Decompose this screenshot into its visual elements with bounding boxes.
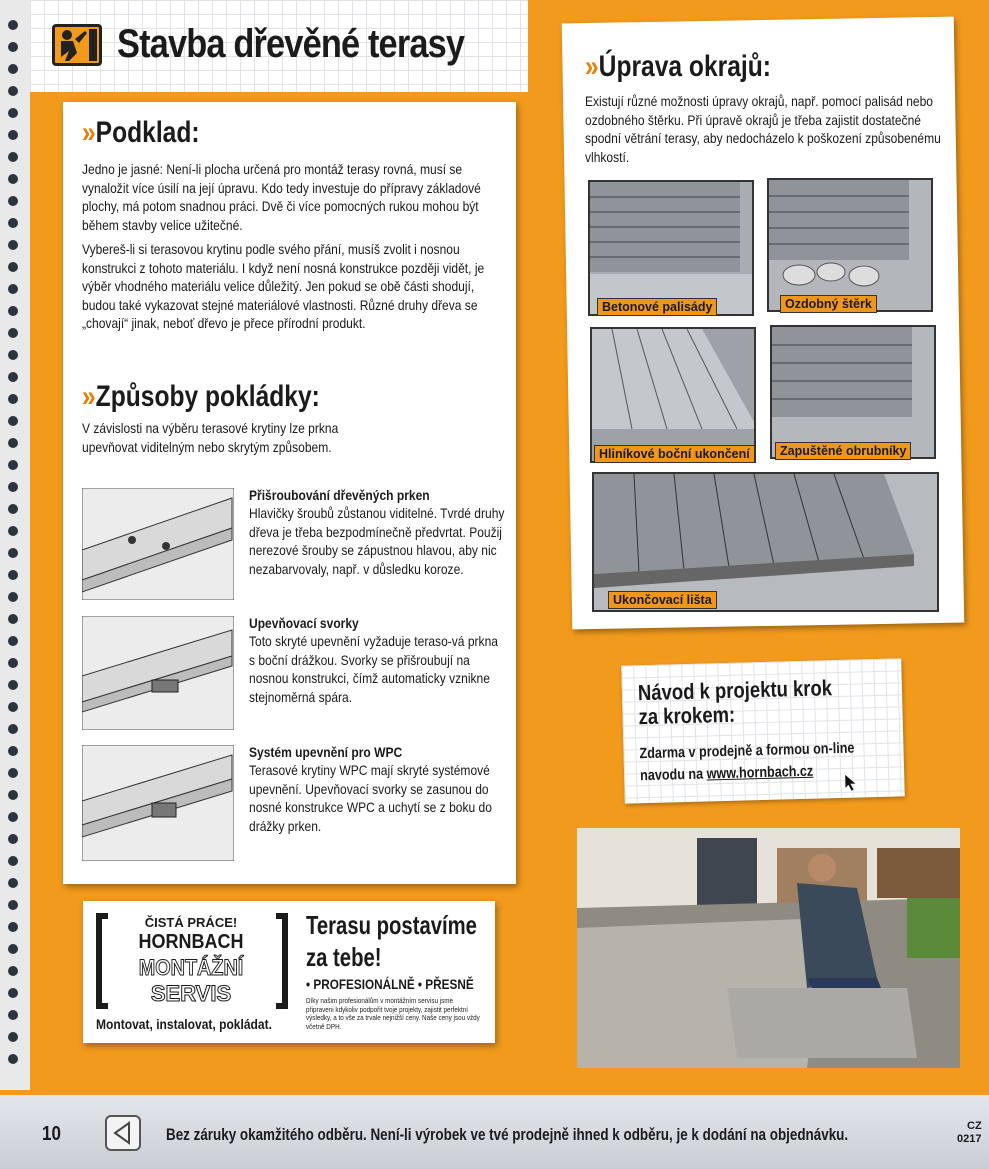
zpusoby-heading: [82, 380, 320, 414]
binding-hole: [8, 240, 18, 250]
binding-hole: [8, 856, 18, 866]
footer-country-code: CZ: [967, 1120, 982, 1132]
binding-hole: [8, 64, 18, 74]
service-small-text: Díky našim profesionálům v montážním servisu jsme připraveni kdykoliv podpořit tvoje projekty, zajistit perfektní výsledky, a to vše za trvale nejnižší ceny. Naše ceny jsou vždy včetně DPH.: [306, 996, 480, 1031]
project-guide-note: [621, 658, 905, 803]
label-concrete-palisades: Betonové palisády: [597, 298, 717, 316]
label-decorative-gravel: Ozdobný štěrk: [780, 295, 877, 313]
clip-fastening-illustration: [82, 616, 234, 730]
binding-strip: [0, 0, 30, 1090]
label-end-strip: Ukončovací lišta: [608, 591, 717, 609]
binding-hole: [8, 372, 18, 382]
tile-aluminium-edge: [590, 327, 756, 463]
binding-hole: [8, 592, 18, 602]
prev-page-button[interactable]: [105, 1115, 141, 1151]
terrace-photo: [577, 828, 960, 1068]
binding-hole: [8, 702, 18, 712]
binding-hole: [8, 152, 18, 162]
marker: »: [82, 116, 96, 149]
bracket-right: [276, 913, 288, 1009]
binding-hole: [8, 922, 18, 932]
wpc-system-illustration: [82, 745, 234, 861]
hornbach-link[interactable]: www.hornbach.cz: [706, 762, 814, 783]
chevron-left-icon: [107, 1117, 139, 1149]
binding-hole: [8, 416, 18, 426]
binding-hole: [8, 526, 18, 536]
binding-hole: [8, 636, 18, 646]
binding-hole: [8, 658, 18, 668]
binding-hole: [8, 394, 18, 404]
label-aluminium-edge: Hliníkové boční ukončení: [594, 445, 755, 463]
binding-hole: [8, 1010, 18, 1020]
binding-hole: [8, 900, 18, 910]
footer-text: Bez záruky okamžitého odběru. Není-li výrobek ve tvé prodejně ihned k odběru, je k dodání na objednávku.: [166, 1125, 849, 1144]
binding-hole: [8, 548, 18, 558]
label-sunken-curbs: Zapuštěné obrubníky: [775, 442, 911, 460]
method-item-2-title: Upevňovací svorky: [249, 615, 359, 631]
uprava-heading: [585, 50, 771, 84]
binding-hole: [8, 20, 18, 30]
note-line-2: [640, 763, 814, 785]
method-item-1-title: Přišroubování dřevěných prken: [249, 487, 430, 503]
binding-hole: [8, 834, 18, 844]
binding-hole: [8, 86, 18, 96]
binding-hole: [8, 108, 18, 118]
binding-hole: [8, 328, 18, 338]
binding-hole: [8, 1032, 18, 1042]
podklad-heading: [82, 116, 200, 150]
method-item-3-text: Terasové krytiny WPC mají skryté systémové upevnění. Upevňovací svorky se zasunou do nosné konstrukce WPC a uchytí se z boku do drážky prken.: [249, 762, 492, 834]
zpusoby-intro: V závislosti na výběru terasové krytiny lze prkna upevňovat viditelným nebo skrytým způsobem.: [82, 420, 339, 455]
binding-hole: [8, 1054, 18, 1064]
marker: »: [82, 380, 96, 413]
tile-concrete-palisades: [588, 180, 754, 316]
service-stamp: [96, 913, 292, 1037]
uprava-text: Existují různé možnosti úpravy okrajů, např. pomocí palisád nebo ozdobného štěrku. Při úpravě okrajů je třeba zajistit dostatečné spodní větrání terasy, aby nedocházelo k poškození způsobenému vlhkostí.: [585, 93, 941, 165]
method-item-2-text: Toto skryté upevnění vyžaduje teraso-vá prkna s boční drážkou. Svorky se přišroubují na nosnou konstrukci, čímž automaticky vznikne stejnoměrná spára.: [249, 633, 498, 705]
binding-hole: [8, 460, 18, 470]
binding-hole: [8, 130, 18, 140]
service-subheading: • PROFESIONÁLNĚ • PŘESNĚ: [306, 976, 474, 992]
binding-hole: [8, 350, 18, 360]
tile-decorative-gravel: [767, 178, 933, 312]
screwed-boards-illustration: [82, 488, 234, 600]
podklad-paragraph-2: Vybereš-li si terasovou krytinu podle svého přání, musíš zvolit i nosnou konstrukci z tohoto materiálu. I když není nosná konstrukce později vidět, je výběr vhodného materiálu velice důležitý. Jen pokud se obě části shodují, budou také vykazovat stejné materiálové vlastnosti. Různé druhy dřeva se „chovají“ jinak, neboť dřevo je přece přírodní produkt.: [82, 241, 485, 331]
aluminium-edge-illustration: [592, 329, 756, 463]
service-tagline: Montovat, instalovat, pokládat.: [96, 1016, 272, 1032]
binding-hole: [8, 878, 18, 888]
binding-hole: [8, 438, 18, 448]
note-line-1: Zdarma v prodejně a formou on-line: [639, 739, 855, 763]
footer-issue-code: 0217: [957, 1133, 982, 1145]
binding-hole: [8, 174, 18, 184]
podklad-paragraph-1: Jedno je jasné: Není-li plocha určená pro montáž terasy rovná, musí se vynaložit více úsilí na její úpravu. Kdo tedy investuje do přípravy základové plochy, má potom snadnou práci. Dvě či více pomocných rukou mohou být během stavby velice užitečné.: [82, 161, 481, 233]
binding-hole: [8, 812, 18, 822]
cursor-icon: [844, 774, 858, 792]
podklad-heading-text: Podklad:: [95, 116, 200, 149]
binding-hole: [8, 746, 18, 756]
binding-hole: [8, 966, 18, 976]
stamp-top: ČISTÁ PRÁCE!: [144, 915, 238, 930]
binding-hole: [8, 570, 18, 580]
binding-hole: [8, 614, 18, 624]
binding-hole: [8, 262, 18, 272]
binding-hole: [8, 218, 18, 228]
note-heading: Návod k projektu krok za krokem:: [637, 675, 833, 730]
stamp-brand: HORNBACH: [138, 931, 244, 953]
binding-hole: [8, 306, 18, 316]
page-number: 10: [42, 1123, 61, 1145]
bracket-left: [96, 913, 108, 1009]
binding-hole: [8, 988, 18, 998]
method-item-3-title: Systém upevnění pro WPC: [249, 744, 403, 760]
page-title: Stavba dřevěné terasy: [117, 22, 465, 66]
binding-hole: [8, 790, 18, 800]
binding-hole: [8, 196, 18, 206]
note-line-2-prefix: navodu na: [639, 765, 707, 785]
worker-icon: [55, 27, 99, 63]
binding-hole: [8, 42, 18, 52]
uprava-heading-text: Úprava okrajů:: [598, 50, 771, 83]
binding-hole: [8, 284, 18, 294]
binding-hole: [8, 724, 18, 734]
stamp-line-1: MONTÁŽNÍ: [138, 955, 244, 980]
binding-hole: [8, 944, 18, 954]
palisades-illustration: [590, 182, 754, 316]
binding-hole: [8, 680, 18, 690]
method-item-1-text: Hlavičky šroubů zůstanou viditelné. Tvrdé druhy dřeva je třeba bezpodmínečně předvrtat. Použij nerezové šrouby se zápustnou hlavou, aby nic nezabarvovaly, např. v důsledku koroze.: [249, 505, 505, 577]
terrace-photo-image: [577, 828, 960, 1068]
service-heading-1: Terasu postavíme: [306, 910, 477, 940]
zpusoby-heading-text: Způsoby pokládky:: [95, 380, 320, 413]
service-heading-2: za tebe!: [306, 942, 382, 972]
tile-sunken-curbs: [770, 325, 936, 459]
project-logo: [52, 24, 102, 66]
marker: »: [585, 50, 599, 83]
gravel-illustration: [769, 180, 933, 312]
stamp-line-2: SERVIS: [150, 981, 232, 1006]
binding-hole: [8, 768, 18, 778]
curbs-illustration: [772, 327, 936, 459]
binding-hole: [8, 482, 18, 492]
binding-hole: [8, 504, 18, 514]
